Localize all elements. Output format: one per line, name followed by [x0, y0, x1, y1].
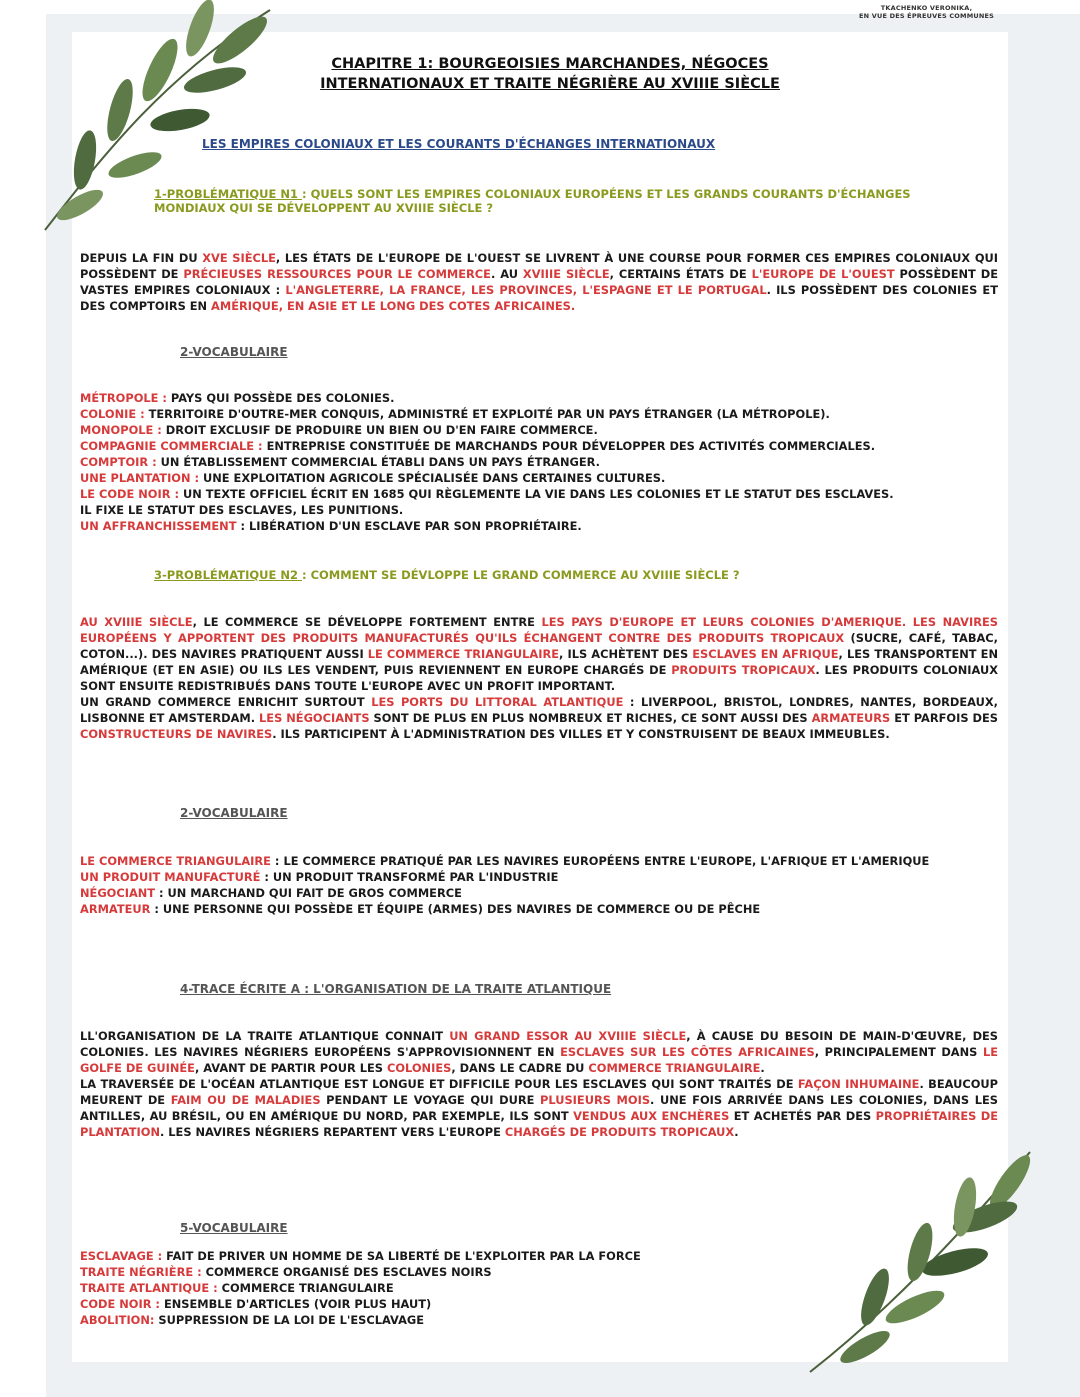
vocab-item: IL FIXE LE STATUT DES ESCLAVES, LES PUNITIONS. — [80, 503, 404, 517]
vocab-item: ABOLITION: SUPPRESSION DE LA LOI DE L'ESCLAVAGE — [80, 1313, 425, 1327]
trace-heading: 4-TRACE ÉCRITE A : L'ORGANISATION DE LA TRAITE ATLANTIQUE — [180, 982, 612, 996]
author-credit: TKACHENKO VERONIKA, EN VUE DES ÉPREUVES COMMUNES — [859, 4, 994, 20]
vocab-item: UN AFFRANCHISSEMENT : LIBÉRATION D'UN ESCLAVE PAR SON PROPRIÉTAIRE. — [80, 519, 582, 533]
vocab-item: COLONIE : TERRITOIRE D'OUTRE-MER CONQUIS, ADMINISTRÉ ET EXPLOITÉ PAR UN PAYS ÉTRANGER (LA MÉTROPOLE). — [80, 407, 830, 421]
vocab-item: COMPTOIR : UN ÉTABLISSEMENT COMMERCIAL ÉTABLI DANS UN PAYS ÉTRANGER. — [80, 455, 600, 469]
page-title: CHAPITRE 1: BOURGEOISIES MARCHANDES, NÉGOCES INTERNATIONAUX ET TRAITE NÉGRIÈRE AU XVIIIE SIÈCLE — [320, 56, 780, 92]
vocab-item: CODE NOIR : ENSEMBLE D'ARTICLES (VOIR PLUS HAUT) — [80, 1297, 432, 1311]
vocab-item: TRAITE NÉGRIÈRE : COMMERCE ORGANISÉ DES ESCLAVES NOIRS — [80, 1265, 492, 1279]
trace-paragraph: LL'ORGANISATION DE LA TRAITE ATLANTIQUE CONNAIT UN GRAND ESSOR AU XVIIIE SIÈCLE, À CAUSE DU BESOIN DE MAIN-D'ŒUVRE, DES COLONIES. LES NAVIRES NÉGRIERS EUROPÉENS S'APPROVISIONNENT EN ESCLAVES SUR LES CÔTES AFRICAINES, PRINCIPALEMENT DANS LE GOLFE DE GUINÉE, AVANT DE PARTIR POUR LES COLONIES, DANS LE CADRE DU COMMERCE TRIANGULAIRE. LA TRAVERSÉE DE L'OCÉAN ATLANTIQUE EST LONGUE ET DIFFICILE POUR LES ESCLAVES QUI SONT TRAITÉS DE FAÇON INHUMAINE. BEAUCOUP MEURENT DE FAIM OU DE MALADIES PENDANT LE VOYAGE QUI DURE PLUSIEURS MOIS. UNE FOIS ARRIVÉE DANS LES COLONIES, DANS LES ANTILLES, AU BRÉSIL, OU EN AMÉRIQUE DU NORD, PAR EXEMPLE, ILS SONT VENDUS AUX ENCHÈRES ET ACHETÉS PAR DES PROPRIÉTAIRES DE PLANTATION. LES NAVIRES NÉGRIERS REPARTENT VERS L'EUROPE CHARGÉS DE PRODUITS TROPICAUX. — [80, 1029, 999, 1139]
vocab-item: TRAITE ATLANTIQUE : COMMERCE TRIANGULAIRE — [80, 1281, 394, 1295]
vocab-item: NÉGOCIANT : UN MARCHAND QUI FAIT DE GROS COMMERCE — [80, 886, 462, 900]
intro-paragraph: DEPUIS LA FIN DU XVE SIÈCLE, LES ÉTATS DE L'EUROPE DE L'OUEST SE LIVRENT À UNE COURSE POUR FORMER CES EMPIRES COLONIAUX QUI POSSÈDENT DE PRÉCIEUSES RESSOURCES POUR LE COMMERCE. AU XVIIIE SIÈCLE, CERTAINS ÉTATS DE L'EUROPE DE L'OUEST POSSÈDENT DE VASTES EMPIRES COLONIAUX : L'ANGLETERRE, LA FRANCE, LES PROVINCES, L'ESPAGNE ET LE PORTUGAL. ILS POSSÈDENT DES COLONIES ET DES COMPTOIRS EN AMÉRIQUE, EN ASIE ET LE LONG DES COTES AFRICAINES. — [80, 251, 999, 313]
vocab-item: LE COMMERCE TRIANGULAIRE : LE COMMERCE PRATIQUÉ PAR LES NAVIRES EUROPÉENS ENTRE L'EUROPE, L'AFRIQUE ET L'AMERIQUE — [80, 854, 930, 868]
vocab-heading-1: 2-VOCABULAIRE — [180, 345, 288, 359]
vocab-list-2 — [80, 853, 998, 917]
vocab-list-3 — [80, 1248, 1010, 1328]
vocab-item: LE CODE NOIR : UN TEXTE OFFICIEL ÉCRIT EN 1685 QUI RÈGLEMENTE LA VIE DANS LES COLONIES ET LE STATUT DES ESCLAVES. — [80, 487, 894, 501]
problem-1: 1-PROBLÉMATIQUE N1 : QUELS SONT LES EMPIRES COLONIAUX EUROPÉENS ET LES GRANDS COURANTS D'ÉCHANGES MONDIAUX QUI SE DÉVELOPPENT AU XVIIIE SIÈCLE ? — [154, 187, 911, 215]
vocab-heading-2: 2-VOCABULAIRE — [180, 806, 288, 820]
vocab-item: UNE PLANTATION : UNE EXPLOITATION AGRICOLE SPÉCIALISÉE DANS CERTAINES CULTURES. — [80, 471, 666, 485]
vocab-item: ARMATEUR : UNE PERSONNE QUI POSSÈDE ET ÉQUIPE (ARMES) DES NAVIRES DE COMMERCE OU DE PÊCHE — [80, 902, 761, 916]
vocab-item: UN PRODUIT MANUFACTURÉ : UN PRODUIT TRANSFORMÉ PAR L'INDUSTRIE — [80, 870, 559, 884]
vocab-item: MÉTROPOLE : PAYS QUI POSSÈDE DES COLONIES. — [80, 391, 395, 405]
commerce-paragraph: AU XVIIIE SIÈCLE, LE COMMERCE SE DÉVELOPPE FORTEMENT ENTRE LES PAYS D'EUROPE ET LEURS COLONIES D'AMERIQUE. LES NAVIRES EUROPÉENS Y APPORTENT DES PRODUITS MANUFACTURÉS QU'ILS ÉCHANGENT CONTRE DES PRODUITS TROPICAUX (SUCRE, CAFÉ, TABAC, COTON...). DES NAVIRES PRATIQUENT AUSSI LE COMMERCE TRIANGULAIRE, ILS ACHÈTENT DES ESCLAVES EN AFRIQUE, LES TRANSPORTENT EN AMÉRIQUE (ET EN ASIE) OU ILS LES VENDENT, PUIS REVIENNENT EN EUROPE CHARGÉS DE PRODUITS TROPICAUX. LES PRODUITS COLONIAUX SONT ENSUITE REDISTRIBUÉS DANS TOUTE L'EUROPE AVEC UN PROFIT IMPORTANT. UN GRAND COMMERCE ENRICHIT SURTOUT LES PORTS DU LITTORAL ATLANTIQUE : LIVERPOOL, BRISTOL, LONDRES, NANTES, BORDEAUX, LISBONNE ET AMSTERDAM. LES NÉGOCIANTS SONT DE PLUS EN PLUS NOMBREUX ET RICHES, CE SONT AUSSI DES ARMATEURS ET PARFOIS DES CONSTRUCTEURS DE NAVIRES. ILS PARTICIPENT À L'ADMINISTRATION DES VILLES ET Y CONSTRUISENT DE BEAUX IMMEUBLES. — [80, 615, 998, 741]
vocab-heading-3: 5-VOCABULAIRE — [180, 1221, 288, 1235]
vocab-item: ESCLAVAGE : FAIT DE PRIVER UN HOMME DE SA LIBERTÉ DE L'EXPLOITER PAR LA FORCE — [80, 1249, 641, 1263]
problem-2: 3-PROBLÉMATIQUE N2 : COMMENT SE DÉVLOPPE LE GRAND COMMERCE AU XVIIIE SIÈCLE ? — [154, 568, 740, 582]
vocab-item: COMPAGNIE COMMERCIALE : ENTREPRISE CONSTITUÉE DE MARCHANDS POUR DÉVELOPPER DES ACTIVITÉS COMMERCIALES. — [80, 439, 876, 453]
section-subtitle: LES EMPIRES COLONIAUX ET LES COURANTS D'ÉCHANGES INTERNATIONAUX — [202, 137, 716, 151]
vocab-list-1 — [80, 390, 1010, 534]
vocab-item: MONOPOLE : DROIT EXCLUSIF DE PRODUIRE UN BIEN OU D'EN FAIRE COMMERCE. — [80, 423, 598, 437]
